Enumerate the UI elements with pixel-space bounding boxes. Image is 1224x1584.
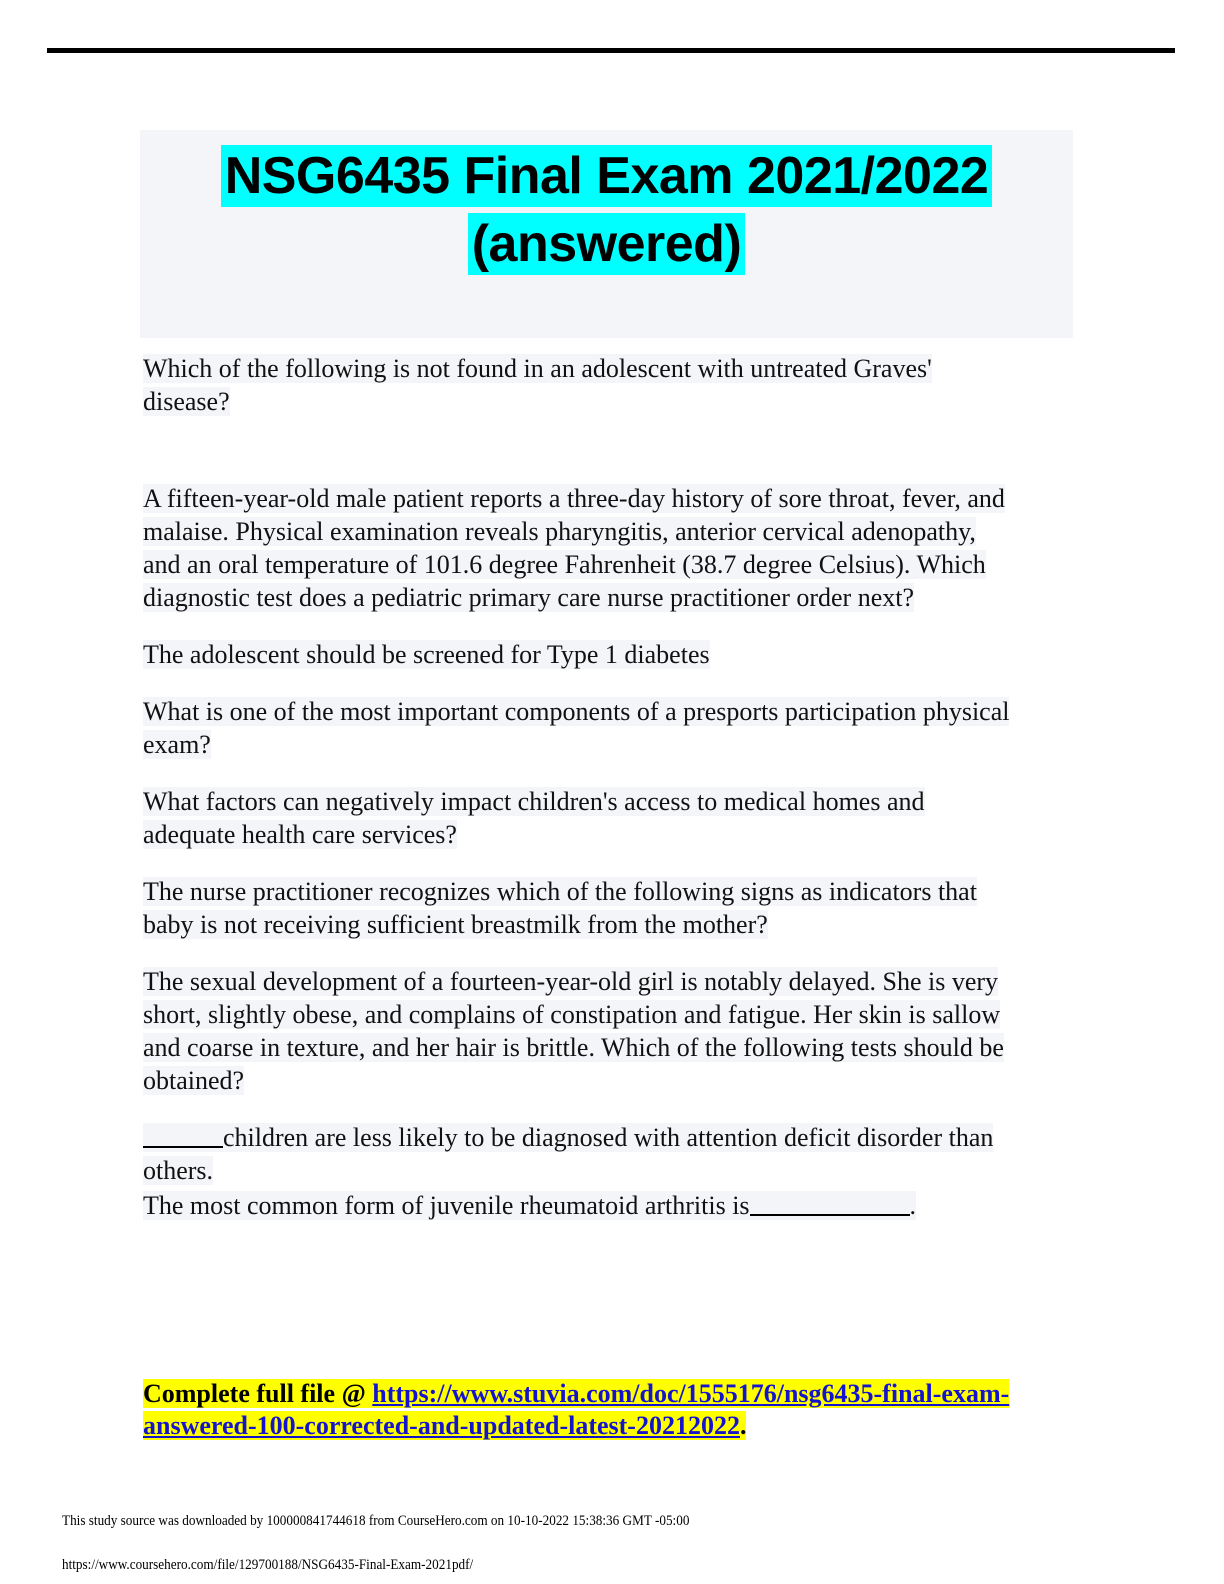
question-graves-disease	[143, 352, 1073, 418]
question-graves-disease-line-1: Which of the following is not found in an adolescent with untreated Graves'	[143, 354, 932, 383]
paragraph-gap	[143, 761, 1073, 785]
document-title-line-2	[140, 210, 1073, 278]
coursehero-source-url: https://www.coursehero.com/file/129700188/NSG6435-Final-Exam-2021pdf/	[62, 1557, 474, 1573]
question-presports-physical	[143, 695, 1073, 761]
question-sore-throat-fever-line-1: A fifteen-year-old male patient reports a three-day history of sore throat, fever, and	[143, 484, 1005, 513]
fill-in-blank-adhd-text: children are less likely to be diagnosed with attention deficit disorder than	[223, 1123, 994, 1152]
question-medical-homes-access-line-1: What factors can negatively impact children's access to medical homes and	[143, 787, 925, 816]
paragraph-gap	[143, 671, 1073, 695]
question-medical-homes-access-line-2: adequate health care services?	[143, 820, 457, 849]
statement-type-1-diabetes-line-1: The adolescent should be screened for Type 1 diabetes	[143, 640, 710, 669]
coursehero-download-note: This study source was downloaded by 100000841744618 from CourseHero.com on 10-10-2022 15:38:36 GMT -05:00	[62, 1513, 690, 1529]
question-sore-throat-fever-line-3: and an oral temperature of 101.6 degree Fahrenheit (38.7 degree Celsius). Which	[143, 550, 986, 579]
fill-in-blank-jra-period: .	[909, 1191, 917, 1220]
promo-link-line-1[interactable]: https://www.stuvia.com/doc/1555176/nsg6435-final-exam-	[372, 1379, 1010, 1408]
question-sore-throat-fever-line-4: diagnostic test does a pediatric primary care nurse practitioner order next?	[143, 583, 915, 612]
question-presports-physical-line-2: exam?	[143, 730, 211, 759]
fill-in-blank-jra-text: The most common form of juvenile rheumatoid arthritis is	[143, 1191, 750, 1220]
question-breastmilk-indicators-line-2: baby is not receiving sufficient breastmilk from the mother?	[143, 910, 768, 939]
blank-underline-adhd	[143, 1146, 223, 1148]
fill-in-blank-adhd	[143, 1121, 1073, 1187]
document-title-line-1	[140, 142, 1073, 210]
question-delayed-sexual-development-line-1: The sexual development of a fourteen-year-old girl is notably delayed. She is very	[143, 967, 999, 996]
paragraph-gap	[143, 1097, 1073, 1121]
top-divider-rule	[47, 48, 1175, 53]
document-title-line-1-text: NSG6435 Final Exam 2021/2022	[221, 145, 993, 207]
document-title-line-2-text: (answered)	[468, 213, 746, 275]
fill-in-blank-jra-line-1	[143, 1191, 916, 1220]
question-sore-throat-fever	[143, 482, 1073, 614]
question-sore-throat-fever-line-2: malaise. Physical examination reveals pharyngitis, anterior cervical adenopathy,	[143, 517, 976, 546]
paragraph-gap	[143, 941, 1073, 965]
blank-underline-jra	[750, 1214, 910, 1216]
fill-in-blank-adhd-line-2: others.	[143, 1156, 214, 1185]
promo-highlight	[143, 1379, 1009, 1408]
question-presports-physical-line-1: What is one of the most important components of a presports participation physical	[143, 697, 1010, 726]
paragraph-gap	[143, 614, 1073, 638]
question-delayed-sexual-development-line-3: and coarse in texture, and her hair is brittle. Which of the following tests should be	[143, 1033, 1004, 1062]
promo-highlight-2	[143, 1411, 746, 1440]
promo-label: Complete full file @	[143, 1379, 373, 1408]
question-delayed-sexual-development	[143, 965, 1073, 1097]
document-title-block	[140, 130, 1073, 338]
statement-type-1-diabetes	[143, 638, 1073, 671]
question-graves-disease-line-2: disease?	[143, 387, 230, 416]
fill-in-blank-jra	[143, 1189, 1073, 1222]
paragraph-gap	[143, 418, 1073, 482]
paragraph-gap	[143, 851, 1073, 875]
question-delayed-sexual-development-line-4: obtained?	[143, 1066, 245, 1095]
question-breastmilk-indicators	[143, 875, 1073, 941]
document-body	[143, 352, 1073, 1222]
promo-trailing-period: .	[739, 1411, 747, 1440]
question-breastmilk-indicators-line-1: The nurse practitioner recognizes which of the following signs as indicators that	[143, 877, 977, 906]
question-medical-homes-access	[143, 785, 1073, 851]
fill-in-blank-adhd-line-1	[143, 1123, 993, 1152]
promo-full-file-banner	[143, 1378, 1073, 1442]
question-delayed-sexual-development-line-2: short, slightly obese, and complains of constipation and fatigue. Her skin is sallow	[143, 1000, 1001, 1029]
promo-link-line-2[interactable]: answered-100-corrected-and-updated-latest-20212022	[143, 1411, 740, 1440]
